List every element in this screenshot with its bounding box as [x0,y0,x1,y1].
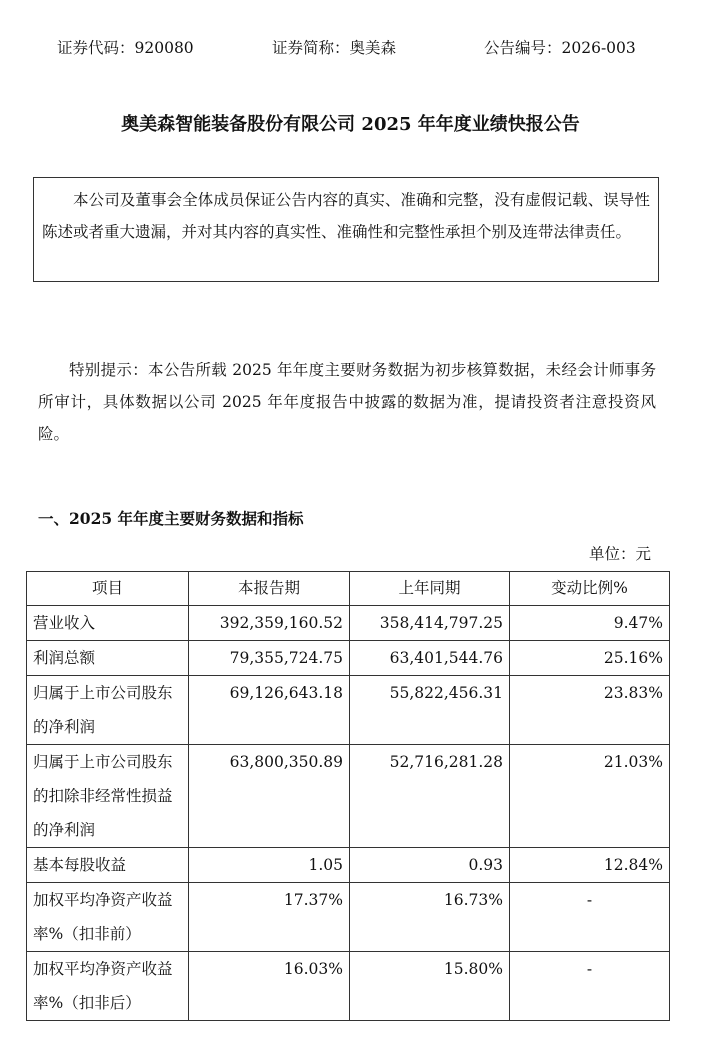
row-current: 63,800,350.89 [189,745,350,848]
header-item: 项目 [27,572,189,606]
row-change: 25.16% [510,641,670,676]
row-current: 79,355,724.75 [189,641,350,676]
row-item: 利润总额 [27,641,189,676]
financial-data-table [26,571,670,1021]
document-header [0,36,701,58]
row-item: 营业收入 [27,606,189,641]
header-prior-period: 上年同期 [350,572,510,606]
row-item: 加权平均净资产收益率%（扣非前） [27,883,189,952]
table-row [27,952,670,1021]
table-row [27,641,670,676]
row-current: 69,126,643.18 [189,676,350,745]
special-note-paragraph: 特别提示：本公告所载 2025 年年度主要财务数据为初步核算数据，未经会计师事务所审计，具体数据以公司 2025 年年度报告中披露的数据为准，提请投资者注意投资风险。 [38,361,656,443]
table-row [27,676,670,745]
row-current: 392,359,160.52 [189,606,350,641]
row-current: 17.37% [189,883,350,952]
row-item: 基本每股收益 [27,848,189,883]
row-prior: 63,401,544.76 [350,641,510,676]
table-row [27,745,670,848]
table-row [27,848,670,883]
row-change: 21.03% [510,745,670,848]
row-item: 归属于上市公司股东的扣除非经常性损益的净利润 [27,745,189,848]
board-notice-box: 本公司及董事会全体成员保证公告内容的真实、准确和完整，没有虚假记载、误导性陈述或者重大遗漏，并对其内容的真实性、准确性和完整性承担个别及连带法律责任。 [33,177,659,282]
row-change: - [510,952,670,1021]
row-current: 16.03% [189,952,350,1021]
row-change: 9.47% [510,606,670,641]
row-prior: 15.80% [350,952,510,1021]
row-prior: 52,716,281.28 [350,745,510,848]
table-header-row [27,572,670,606]
header-current-period: 本报告期 [189,572,350,606]
table-row [27,883,670,952]
row-current: 1.05 [189,848,350,883]
header-change-ratio: 变动比例% [510,572,670,606]
announcement-number: 公告编号：2026-003 [484,39,636,57]
row-item: 归属于上市公司股东的净利润 [27,676,189,745]
unit-label: 单位：元 [588,545,651,563]
table-row [27,606,670,641]
row-prior: 0.93 [350,848,510,883]
row-prior: 358,414,797.25 [350,606,510,641]
row-change: 23.83% [510,676,670,745]
document-title: 奥美森智能装备股份有限公司 2025 年年度业绩快报公告 [121,114,580,135]
row-item: 加权平均净资产收益率%（扣非后） [27,952,189,1021]
section-title: 一、2025 年年度主要财务数据和指标 [38,509,304,528]
security-abbreviation: 证券简称：奥美森 [272,39,397,57]
row-change: 12.84% [510,848,670,883]
row-prior: 55,822,456.31 [350,676,510,745]
row-change: - [510,883,670,952]
row-prior: 16.73% [350,883,510,952]
security-code: 证券代码：920080 [57,39,194,57]
